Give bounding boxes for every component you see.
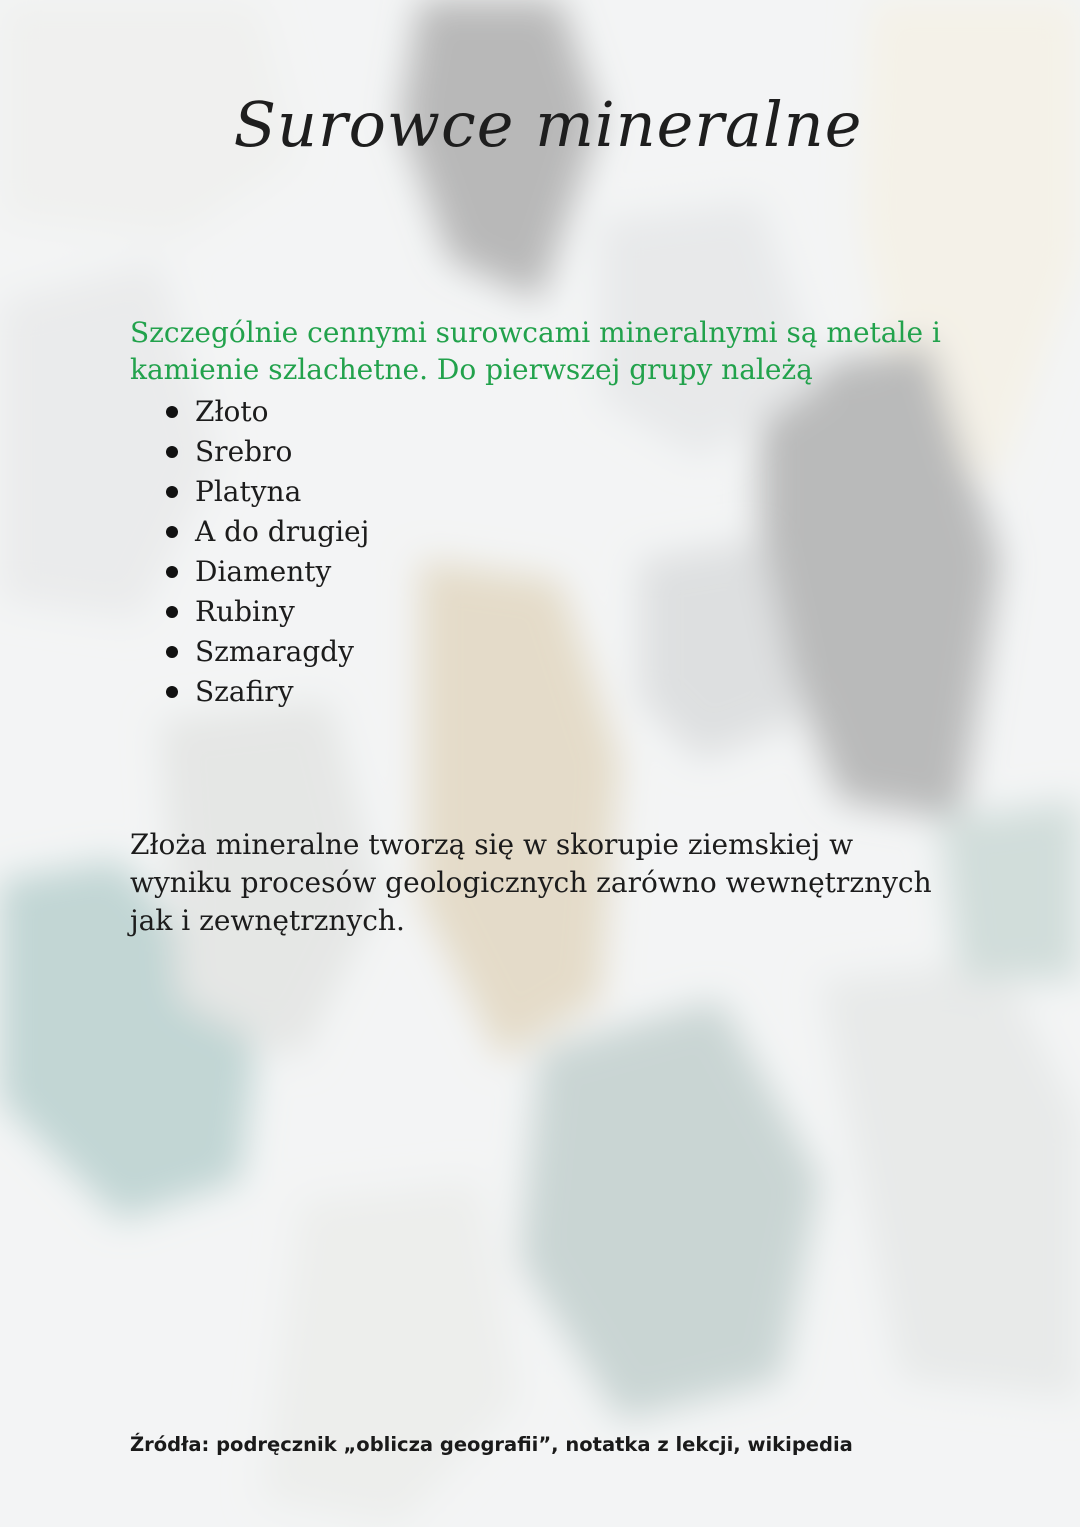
list-item bbox=[163, 512, 369, 552]
bullet-icon bbox=[166, 446, 178, 458]
list-item bbox=[163, 672, 369, 712]
list-item-label: Szmaragdy bbox=[195, 635, 354, 668]
formation-paragraph: Złoża mineralne tworzą się w skorupie ziemskiej w wyniku procesów geologicznych zarówno wewnętrznych jak i zewnętrznych. bbox=[130, 828, 932, 937]
bullet-icon bbox=[166, 606, 178, 618]
bullet-icon bbox=[166, 646, 178, 658]
list-item bbox=[163, 392, 369, 432]
list-item-label: Diamenty bbox=[195, 555, 332, 588]
bullet-icon bbox=[166, 406, 178, 418]
list-item-label: Złoto bbox=[195, 395, 269, 428]
bullet-icon bbox=[166, 486, 178, 498]
list-item bbox=[163, 552, 369, 592]
list-item-label: Rubiny bbox=[195, 595, 295, 628]
list-item bbox=[163, 592, 369, 632]
sources-footer: Źródła: podręcznik „oblicza geografii”, notatka z lekcji, wikipedia bbox=[130, 1433, 853, 1456]
page-title: Surowce mineralne bbox=[233, 88, 863, 161]
bullet-icon bbox=[166, 526, 178, 538]
list-item-label: Srebro bbox=[195, 435, 293, 468]
minerals-list bbox=[163, 392, 369, 712]
intro-paragraph: Szczególnie cennymi surowcami mineralnymi są metale i kamienie szlachetne. Do pierwszej grupy należą bbox=[130, 316, 941, 386]
list-item-label: Szafiry bbox=[195, 675, 294, 708]
list-item bbox=[163, 472, 369, 512]
bullet-icon bbox=[166, 566, 178, 578]
list-item-label: Platyna bbox=[195, 475, 302, 508]
list-item bbox=[163, 632, 369, 672]
list-item-label: A do drugiej bbox=[195, 515, 370, 548]
list-item bbox=[163, 432, 369, 472]
bullet-icon bbox=[166, 686, 178, 698]
